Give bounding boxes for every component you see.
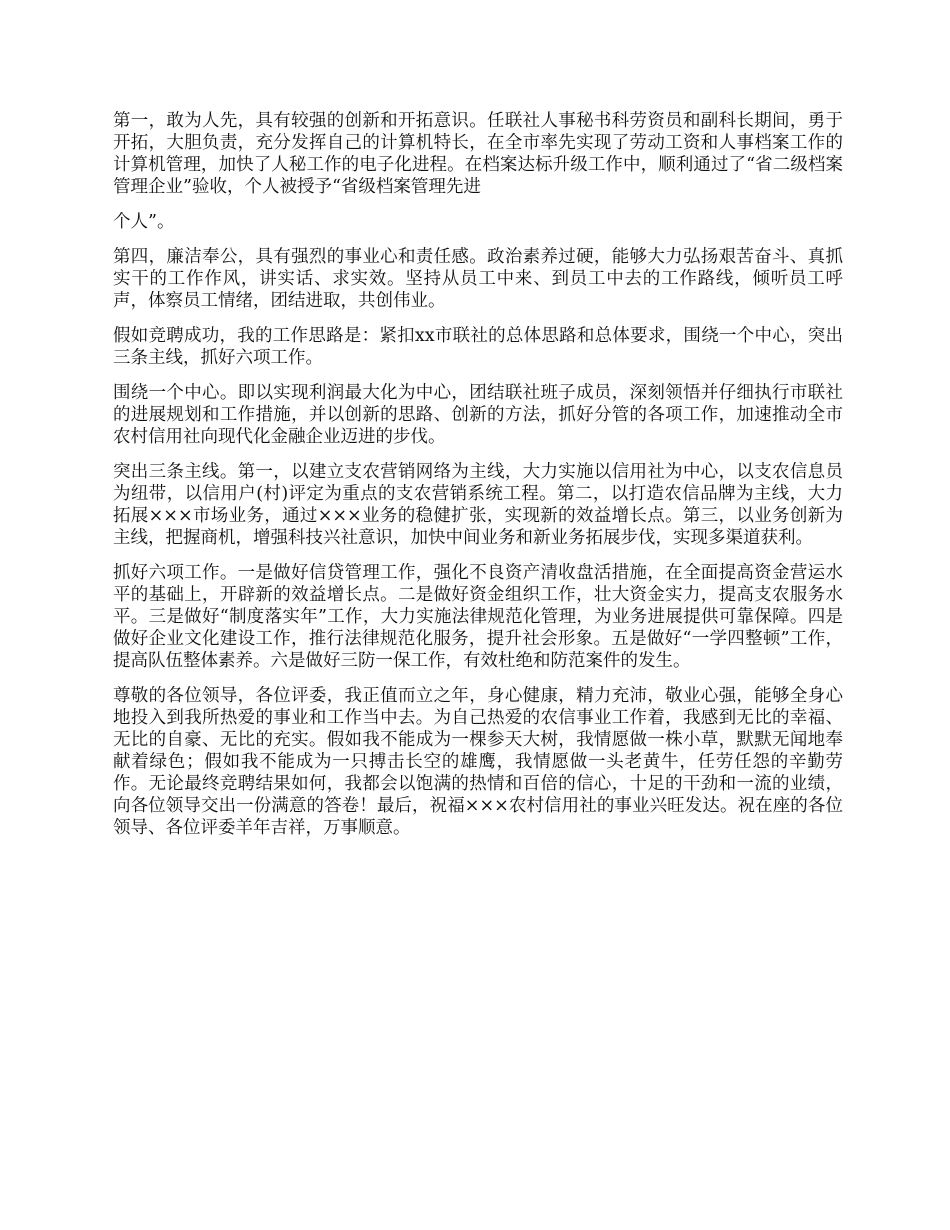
document-body — [113, 110, 843, 852]
paragraph-one-center: 围绕一个中心。即以实现利润最大化为中心，团结联社班子成员，深刻领悟并仔细执行市联社的进展规划和工作措施，并以创新的思路、创新的方法，抓好分管的各项工作，加速推动全市农村信用社向现代化金融企业迈进的步伐。 — [113, 383, 843, 447]
paragraph-three-main-lines: 突出三条主线。第一，以建立支农营销网络为主线，大力实施以信用社为中心，以支农信息员为纽带，以信用户(村)评定为重点的支农营销系统工程。第二，以打造农信品牌为主线，大力拓展×××市场业务，通过×××业务的稳健扩张，实现新的效益增长点。第三，以业务创新为主线，把握商机，增强科技兴社意识，加快中间业务和新业务拓展步伐，实现多渠道获利。 — [113, 462, 843, 548]
paragraph-work-plan: 假如竞聘成功，我的工作思路是：紧扣xx市联社的总体思路和总体要求，围绕一个中心，突出三条主线，抓好六项工作。 — [113, 326, 843, 368]
paragraph-six-tasks: 抓好六项工作。一是做好信贷管理工作，强化不良资产清收盘活措施，在全面提高资金营运水平的基础上，开辟新的效益增长点。二是做好资金组织工作，壮大资金实力，提高支农服务水平。三是做好“制度落实年”工作，大力实施法律规范化管理，为业务进展提供可靠保障。四是做好企业文化建设工作，推行法律规范化服务，提升社会形象。五是做好“一学四整顿”工作，提高队伍整体素养。六是做好三防一保工作，有效杜绝和防范案件的发生。 — [113, 563, 843, 671]
paragraph-closing-remarks: 尊敬的各位领导，各位评委，我正值而立之年，身心健康，精力充沛，敬业心强，能够全身心地投入到我所热爱的事业和工作当中去。为自己热爱的农信事业工作着，我感到无比的幸福、无比的自豪、无比的充实。假如我不能成为一棵参天大树，我情愿做一株小草，默默无闻地奉献着绿色；假如我不能成为一只搏击长空的雄鹰，我情愿做一头老黄牛，任劳任怨的辛勤劳作。无论最终竞聘结果如何，我都会以饱满的热情和百倍的信心，十足的干劲和一流的业绩，向各位领导交出一份满意的答卷！最后，祝福×××农村信用社的事业兴旺发达。祝在座的各位领导、各位评委羊年吉祥，万事顺意。 — [113, 686, 843, 838]
paragraph-integrity: 第四，廉洁奉公，具有强烈的事业心和责任感。政治素养过硬，能够大力弘扬艰苦奋斗、真抓实干的工作作风，讲实话、求实效。坚持从员工中来、到员工中去的工作路线，倾听员工呼声，体察员工情绪，团结进取，共创伟业。 — [113, 247, 843, 311]
paragraph-pioneering-continued: 个人”。 — [113, 212, 175, 232]
paragraph-pioneering: 第一，敢为人先，具有较强的创新和开拓意识。任联社人事秘书科劳资员和副科长期间，勇于开拓，大胆负责，充分发挥自己的计算机特长，在全市率先实现了劳动工资和人事档案工作的计算机管理，加快了人秘工作的电子化进程。在档案达标升级工作中，顺利通过了“省二级档案管理企业”验收，个人被授予“省级档案管理先进 — [113, 111, 843, 197]
